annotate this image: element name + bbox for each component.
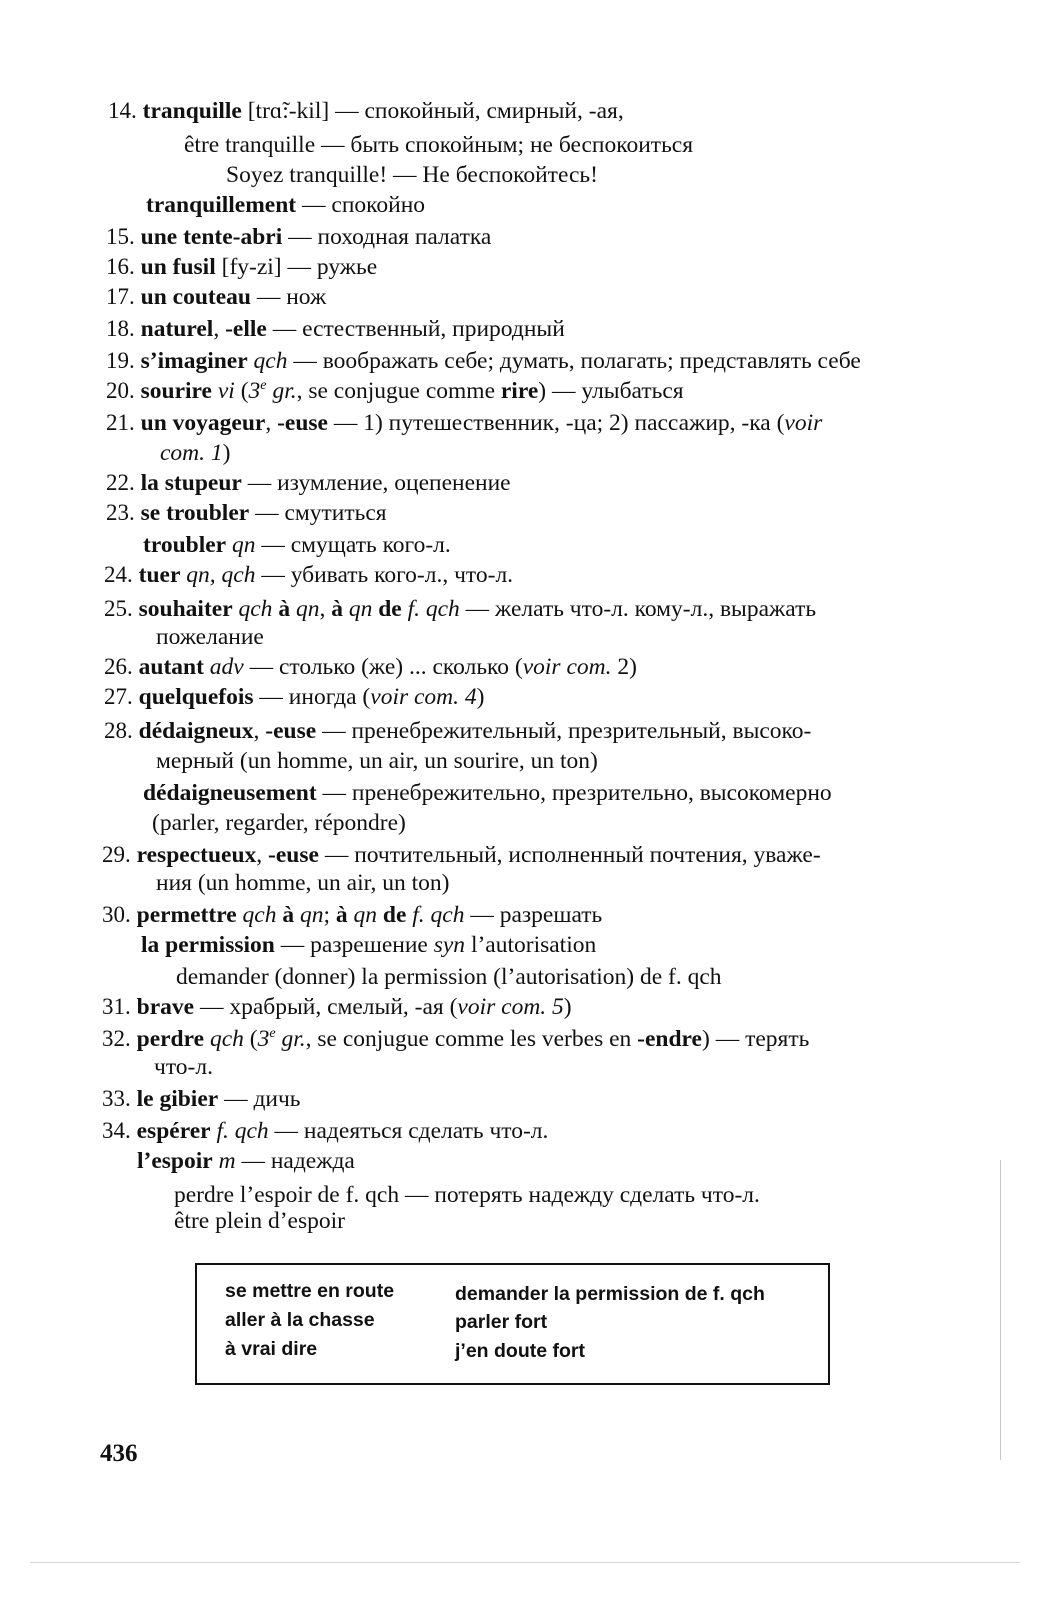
entry-18 <box>106 314 565 344</box>
headword: la stupeur <box>140 470 242 496</box>
grammar-note: adv <box>209 654 244 680</box>
entry-17 <box>106 282 326 312</box>
entry-14-example <box>184 130 693 160</box>
separator: ; <box>323 902 336 928</box>
headword: souhaiter <box>138 596 233 622</box>
definition-text: [fy-zi] — ружье <box>215 254 378 280</box>
entry-number: 18. <box>106 316 135 341</box>
definition-text: пожелание <box>156 624 264 650</box>
paren: ( <box>234 378 249 404</box>
separator: , <box>319 596 332 622</box>
definition-text: (parler, regarder, répondre) <box>152 810 406 836</box>
entry-32 <box>102 1024 809 1054</box>
paren: ) <box>222 440 231 466</box>
grammar-note: qch <box>253 348 288 374</box>
headword: naturel <box>140 316 214 342</box>
grammar-note: qch <box>238 596 273 622</box>
headword: une tente-abri <box>140 224 283 250</box>
headword: dédaigneusement <box>143 780 317 806</box>
conjugation-group: 3 <box>248 378 261 404</box>
grammar-note: gr. <box>275 1026 306 1052</box>
definition-text: [trɑ̃:-kil] — спокойный, смирный, -ая, <box>241 98 624 124</box>
headword: brave <box>136 994 195 1020</box>
preposition: à <box>331 596 343 622</box>
definition-text: ) — улыбаться <box>538 378 684 404</box>
definition-text: — естественный, природный <box>266 316 565 342</box>
entry-number: 33. <box>102 1086 131 1111</box>
definition-text: ) — терять <box>702 1026 810 1052</box>
entry-number: 22. <box>106 470 135 495</box>
preposition: à <box>278 596 291 622</box>
superscript: e <box>269 1025 276 1042</box>
headword: un voyageur <box>140 410 266 436</box>
definition-text: ния (un homme, un air, un ton) <box>156 870 450 896</box>
entry-32-continuation <box>154 1052 213 1082</box>
phrase-item: aller à la chasse <box>225 1309 375 1331</box>
synonym-label: syn <box>433 932 466 958</box>
example-text: perdre l’espoir de f. qch — потерять надежду сделать что-л. <box>174 1182 760 1208</box>
synonym-text: l’autorisation <box>465 932 597 958</box>
entry-25-continuation <box>156 622 264 652</box>
headword: tranquille <box>142 98 242 124</box>
entry-23-derivative <box>143 530 451 560</box>
cross-reference: voir com. 4 <box>370 684 477 710</box>
entry-25 <box>104 594 816 624</box>
entry-30 <box>102 900 602 930</box>
paren: ) <box>476 684 485 710</box>
preposition: à <box>335 902 348 928</box>
definition-text: — столько (же) ... сколько ( <box>243 654 523 680</box>
headword: perdre <box>136 1026 205 1052</box>
definition-text: 2) <box>611 654 637 680</box>
grammar-note: qch <box>209 1026 244 1052</box>
example-text: être tranquille — быть спокойным; не беспокоиться <box>184 132 694 158</box>
preposition: de <box>382 902 407 928</box>
definition-text: — разрешение <box>274 932 434 958</box>
entry-22 <box>106 468 511 498</box>
entry-19 <box>106 346 861 376</box>
entry-20 <box>106 376 684 406</box>
definition-text: , se conjugue comme les verbes en <box>305 1026 638 1052</box>
entry-number: 16. <box>106 254 135 279</box>
phrase-box <box>195 1263 830 1385</box>
headword: se troubler <box>140 500 250 526</box>
headword: s’imaginer <box>140 348 248 374</box>
headword: un couteau <box>140 284 251 310</box>
definition-text: мерный (un homme, un air, un sourire, un ton) <box>156 748 598 774</box>
entry-21 <box>106 408 822 438</box>
entry-16 <box>106 252 377 282</box>
grammar-note: qn <box>295 596 320 622</box>
definition-text: — изумление, оцепенение <box>241 470 511 496</box>
entry-number: 21. <box>106 410 135 435</box>
definition-text: — смутиться <box>249 500 387 526</box>
headword: l’espoir <box>137 1148 213 1174</box>
grammar-note: f. qch <box>412 902 465 928</box>
grammar-note: qn <box>348 596 373 622</box>
headword-suffix: -elle <box>225 316 267 342</box>
example-text: être plein d’espoir <box>174 1208 345 1234</box>
scan-bottom-line <box>30 1562 1020 1563</box>
phrase-item: j’en doute fort <box>455 1340 585 1362</box>
entry-34-derivative <box>137 1146 355 1176</box>
grammar-note: qn <box>353 902 377 928</box>
example-text: demander (donner) la permission (l’autorisation) de f. qch <box>176 964 722 990</box>
separator: , <box>213 316 226 342</box>
superscript: e <box>260 377 267 394</box>
definition-text: — 1) путешественник, -ца; 2) пассажир, -ка ( <box>327 410 785 436</box>
headword: un fusil <box>140 254 216 280</box>
entry-number: 24. <box>104 562 133 587</box>
headword: le gibier <box>136 1086 219 1112</box>
headword: tranquillement <box>146 192 297 218</box>
definition-text: — спокойно <box>296 192 426 218</box>
grammar-note: m <box>218 1148 236 1174</box>
cross-reference: voir com. 5 <box>457 994 564 1020</box>
scan-edge-line <box>1000 1160 1001 1460</box>
example-text: Soyez tranquille! — Не беспокойтесь! <box>226 162 598 188</box>
separator: , <box>265 410 278 436</box>
entry-27 <box>104 682 484 712</box>
entry-15 <box>106 222 491 252</box>
entry-number: 26. <box>104 654 133 679</box>
entry-29 <box>102 840 821 870</box>
headword: autant <box>138 654 204 680</box>
headword: dédaigneux <box>138 718 254 744</box>
definition-text: — нож <box>250 284 327 310</box>
paren: ) <box>563 994 572 1020</box>
grammar-note: qn, qch <box>186 562 256 588</box>
entry-number: 25. <box>104 596 133 621</box>
entry-24 <box>104 560 513 590</box>
entry-number: 17. <box>106 284 135 309</box>
entry-14-derivative <box>146 190 425 220</box>
definition-text: — храбрый, смелый, -ая ( <box>194 994 458 1020</box>
entry-number: 23. <box>106 500 135 525</box>
entry-30-example <box>176 962 722 992</box>
grammar-note: vi <box>217 378 235 404</box>
entry-28-derivative <box>143 778 832 808</box>
entry-34 <box>102 1116 548 1146</box>
definition-text: — воображать себе; думать, полагать; представлять себе <box>287 348 861 374</box>
entry-number: 32. <box>102 1026 131 1051</box>
page-number: 436 <box>100 1440 138 1467</box>
phrase-item: demander la permission de f. qch <box>455 1283 765 1305</box>
paren: ( <box>243 1026 258 1052</box>
grammar-note: gr. <box>266 378 297 404</box>
cross-reference: voir <box>784 410 823 436</box>
entry-number: 29. <box>102 842 131 867</box>
entry-number: 30. <box>102 902 131 927</box>
headword: respectueux <box>136 842 257 868</box>
reference-word: -endre <box>637 1026 702 1052</box>
definition-text: — почтительный, исполненный почтения, уваже- <box>318 842 821 868</box>
headword: la permission <box>141 932 275 958</box>
definition-text: — походная палатка <box>282 224 492 250</box>
headword: quelquefois <box>138 684 254 710</box>
headword-suffix: -euse <box>277 410 328 436</box>
definition-text: — пренебрежительно, презрительно, высокомерно <box>316 780 832 806</box>
conjugation-group: 3 <box>257 1026 270 1052</box>
grammar-note: qn <box>299 902 324 928</box>
definition-text: — надеяться сделать что-л. <box>268 1118 549 1144</box>
entry-number: 15. <box>106 224 135 249</box>
cross-reference: com. 1 <box>160 440 223 466</box>
cross-reference: voir com. <box>522 654 612 680</box>
preposition: de <box>378 596 402 622</box>
preposition: à <box>282 902 295 928</box>
separator: , <box>253 718 266 744</box>
phrase-item: se mettre en route <box>225 1280 395 1302</box>
headword-suffix: -euse <box>268 842 319 868</box>
headword: tuer <box>138 562 181 588</box>
definition-text: — дичь <box>218 1086 301 1112</box>
entry-31 <box>102 992 572 1022</box>
entry-14-example <box>226 160 598 190</box>
entry-28-continuation <box>156 746 598 776</box>
phrase-item: parler fort <box>455 1311 548 1333</box>
headword: permettre <box>136 902 237 928</box>
definition-text: — надежда <box>235 1148 355 1174</box>
grammar-note: qn <box>232 532 256 558</box>
entry-number: 20. <box>106 378 135 403</box>
entry-28-derivative-continuation <box>152 808 406 838</box>
definition-text: — желать что-л. кому-л., выражать <box>459 596 817 622</box>
entry-number: 34. <box>102 1118 131 1143</box>
definition-text: — смущать кого-л. <box>255 532 451 558</box>
entry-29-continuation <box>156 868 449 898</box>
definition-text: что-л. <box>154 1054 213 1080</box>
entry-number: 31. <box>102 994 131 1019</box>
entry-21-continuation <box>160 438 230 468</box>
reference-word: rire <box>500 378 539 404</box>
grammar-note: f. qch <box>216 1118 269 1144</box>
entry-number: 27. <box>104 684 133 709</box>
entry-34-example <box>174 1206 345 1236</box>
entry-23 <box>106 498 387 528</box>
entry-number: 14. <box>108 98 137 123</box>
entry-14 <box>108 96 624 126</box>
entry-28 <box>104 716 811 746</box>
grammar-note: f. qch <box>407 596 460 622</box>
headword: troubler <box>143 532 227 558</box>
entry-30-derivative <box>141 930 596 960</box>
definition-text: , se conjugue comme <box>296 378 501 404</box>
grammar-note: qch <box>242 902 277 928</box>
definition-text: — иногда ( <box>253 684 371 710</box>
phrase-item: à vrai dire <box>225 1338 318 1360</box>
headword: sourire <box>140 378 212 404</box>
headword: espérer <box>136 1118 211 1144</box>
separator: , <box>256 842 269 868</box>
headword-suffix: -euse <box>265 718 317 744</box>
entry-number: 28. <box>104 718 133 743</box>
entry-number: 19. <box>106 348 135 373</box>
entry-33 <box>102 1084 301 1114</box>
definition-text: — разрешать <box>464 902 603 928</box>
definition-text: — пренебрежительный, презрительный, высоко- <box>316 718 812 744</box>
entry-26 <box>104 652 637 682</box>
definition-text: — убивать кого-л., что-л. <box>255 562 514 588</box>
